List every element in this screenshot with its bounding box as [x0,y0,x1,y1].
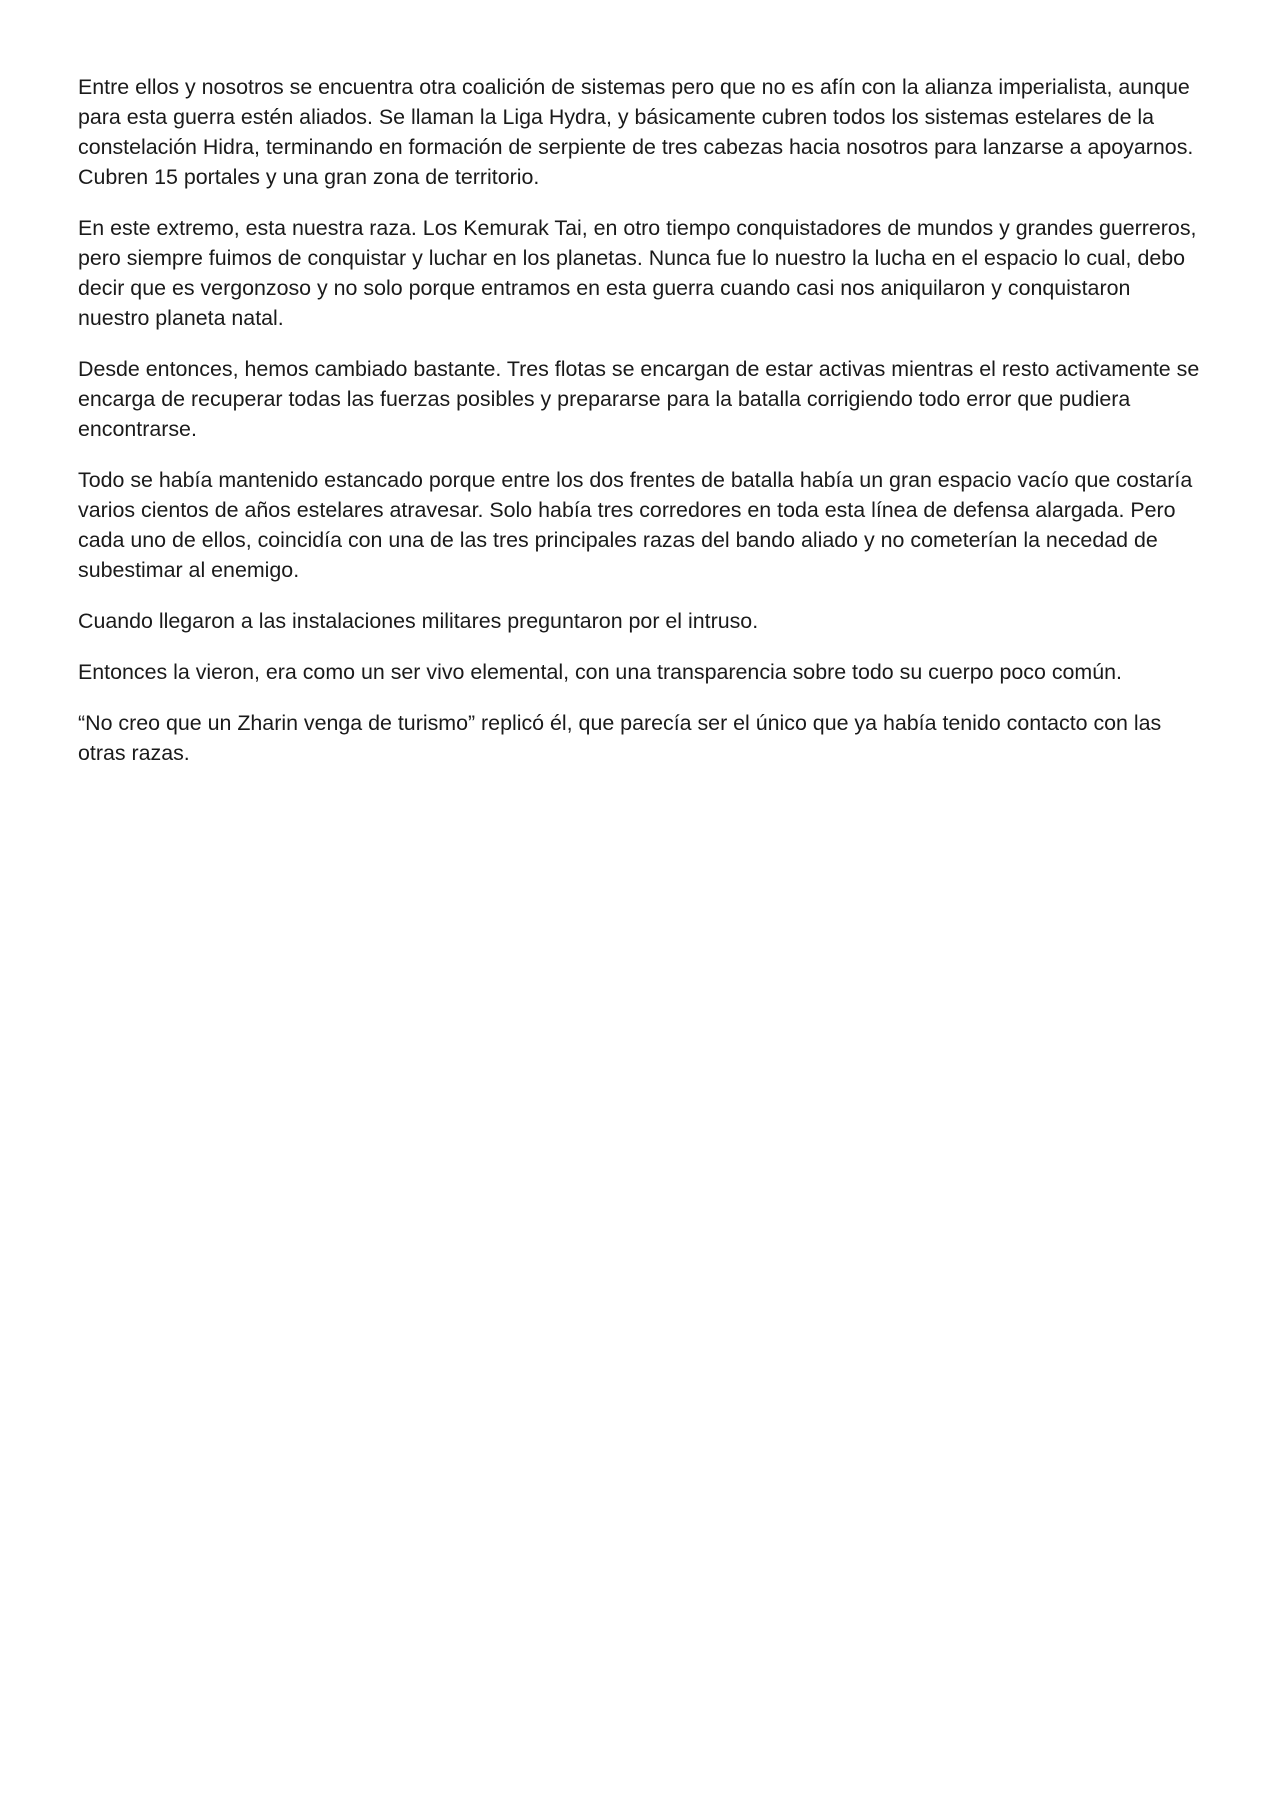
paragraph-1: Entre ellos y nosotros se encuentra otra coalición de sistemas pero que no es afín con la alianza imperialista, aunque para esta guerra estén aliados. Se llaman la Liga Hydra, y básicamente cubren todos los sistemas estelares de la constelación Hidra, terminando en formación de serpiente de tres cabezas hacia nosotros para lanzarse a apoyarnos. Cubren 15 portales y una gran zona de territorio. [78,75,1194,189]
paragraph-3: Desde entonces, hemos cambiado bastante. Tres flotas se encargan de estar activas mientras el resto activamente se encarga de recuperar todas las fuerzas posibles y prepararse para la batalla corrigiendo todo error que pudiera encontrarse. [78,357,1200,441]
paragraph-7: “No creo que un Zharin venga de turismo” replicó él, que parecía ser el único que ya había tenido contacto con las otras razas. [78,711,1162,765]
paragraph-5: Cuando llegaron a las instalaciones militares preguntaron por el intruso. [78,609,759,633]
document-page [78,72,1202,789]
paragraph-6: Entonces la vieron, era como un ser vivo elemental, con una transparencia sobre todo su cuerpo poco común. [78,660,1122,684]
paragraph-4: Todo se había mantenido estancado porque entre los dos frentes de batalla había un gran espacio vacío que costaría varios cientos de años estelares atravesar. Solo había tres corredores en toda esta línea de defensa alargada. Pero cada uno de ellos, coincidía con una de las tres principales razas del bando aliado y no cometerían la necedad de subestimar al enemigo. [78,468,1193,582]
paragraph-2: En este extremo, esta nuestra raza. Los Kemurak Tai, en otro tiempo conquistadores de mundos y grandes guerreros, pero siempre fuimos de conquistar y luchar en los planetas. Nunca fue lo nuestro la lucha en el espacio lo cual, debo decir que es vergonzoso y no solo porque entramos en esta guerra cuando casi nos aniquilaron y conquistaron nuestro planeta natal. [78,216,1197,330]
